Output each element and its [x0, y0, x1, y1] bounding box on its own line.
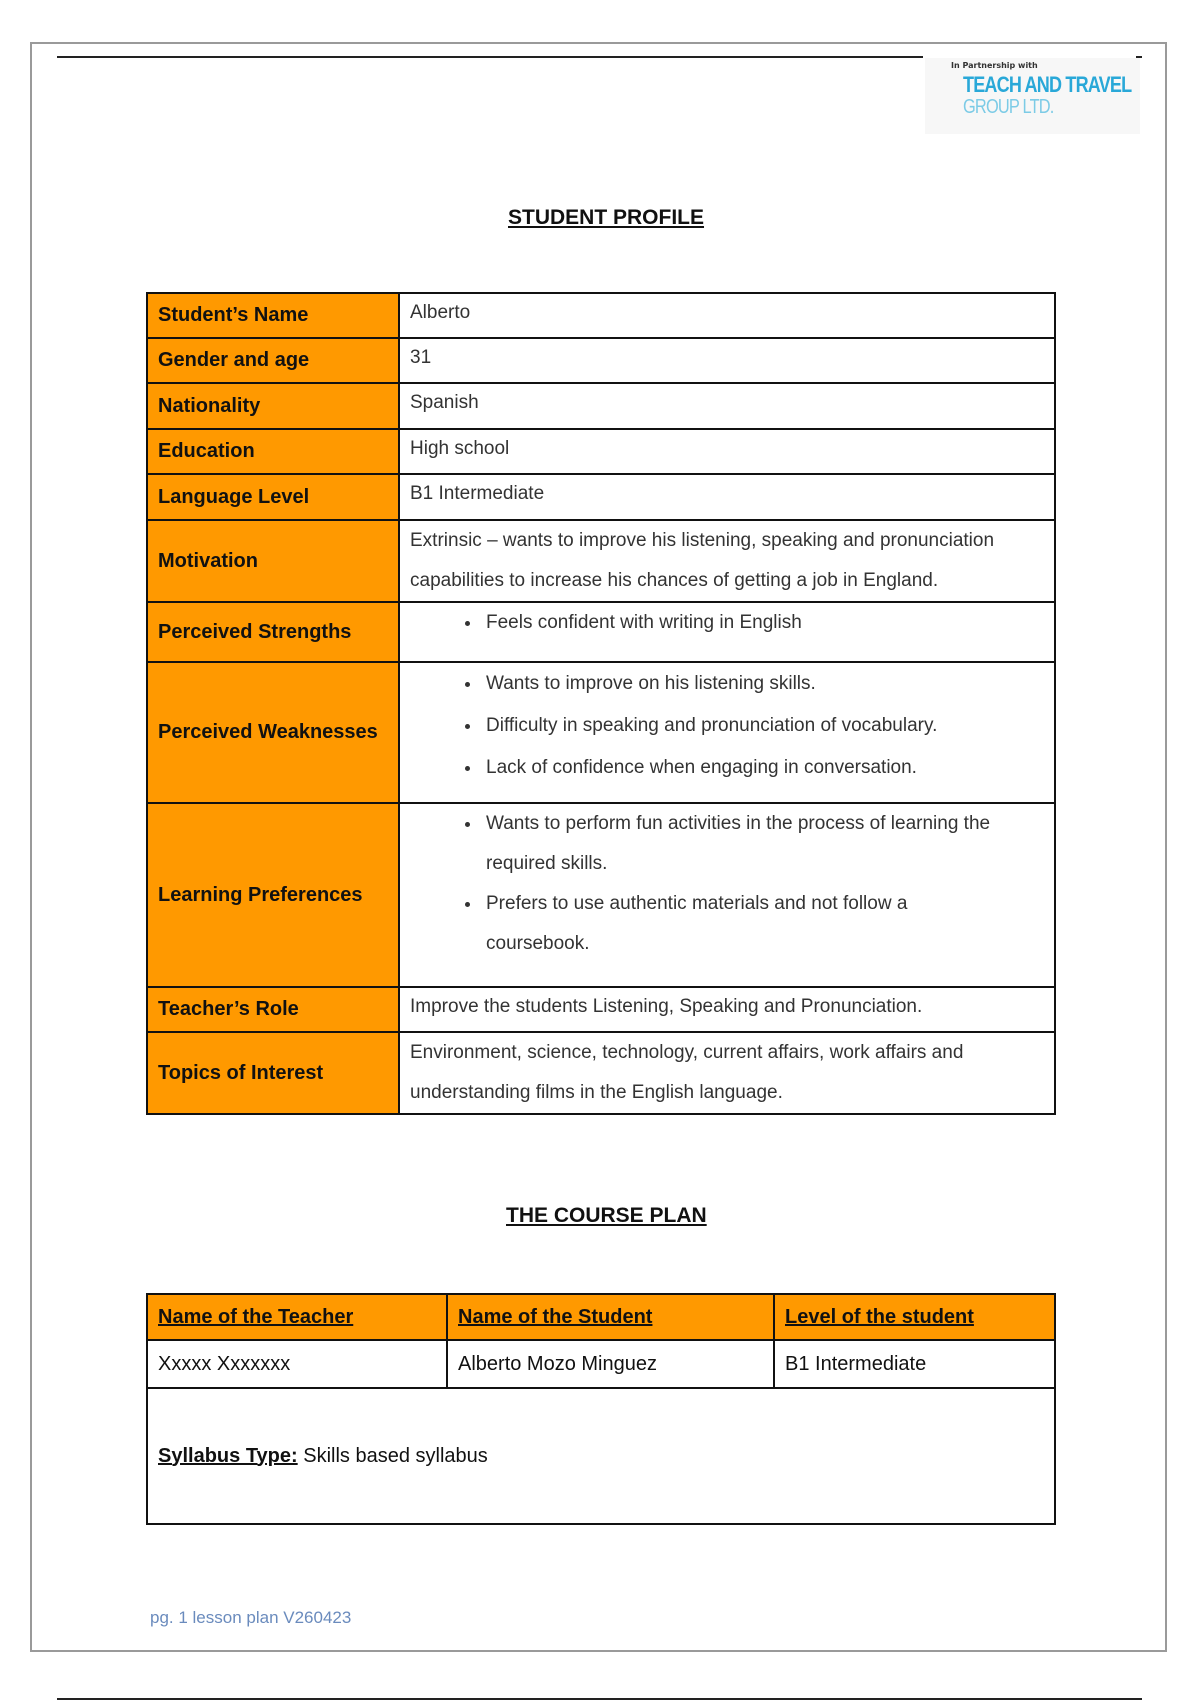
- student-profile-title: STUDENT PROFILE: [508, 206, 705, 229]
- row-label: Topics of Interest: [147, 1032, 399, 1114]
- table-row: [147, 1032, 1055, 1114]
- syllabus-value: Skills based syllabus: [297, 1444, 488, 1467]
- student-name-cell: Alberto Mozo Minguez: [447, 1340, 774, 1388]
- bullet-list: [410, 603, 1044, 643]
- table-row: [147, 429, 1055, 474]
- row-label: Language Level: [147, 474, 399, 520]
- table-row: [147, 474, 1055, 520]
- row-label: Motivation: [147, 520, 399, 602]
- course-plan-title: THE COURSE PLAN: [506, 1204, 707, 1227]
- page-footer: pg. 1 lesson plan V260423: [150, 1608, 352, 1627]
- table-row: [147, 293, 1055, 338]
- list-item: • Lack of confidence when engaging in conversation.: [482, 747, 1044, 789]
- table-row: [147, 662, 1055, 803]
- row-value: B1 Intermediate: [399, 474, 1055, 520]
- student-profile-table: [146, 292, 1056, 1115]
- row-label: Perceived Weaknesses: [147, 662, 399, 803]
- course-plan-table: [146, 1293, 1056, 1525]
- teach-and-travel-logo: [925, 58, 1140, 134]
- logo-line-2: GROUP LTD.: [963, 96, 1054, 118]
- row-value: 31: [399, 338, 1055, 383]
- row-label: Teacher’s Role: [147, 987, 399, 1032]
- header-rule: [57, 56, 923, 58]
- table-row: [147, 383, 1055, 429]
- column-header: Level of the student: [774, 1294, 1055, 1340]
- row-label: Learning Preferences: [147, 803, 399, 987]
- row-label: Nationality: [147, 383, 399, 429]
- table-row: [147, 987, 1055, 1032]
- column-header: Name of the Student: [447, 1294, 774, 1340]
- row-label: Gender and age: [147, 338, 399, 383]
- row-value: [399, 803, 1055, 987]
- bullet-list: [410, 804, 1028, 964]
- table-row: [147, 1388, 1055, 1524]
- table-row: [147, 1340, 1055, 1388]
- logo-line-1: TEACH AND TRAVEL: [963, 72, 1132, 97]
- row-label: Student’s Name: [147, 293, 399, 338]
- list-item: • Prefers to use authentic materials and not follow a coursebook.: [482, 884, 1028, 964]
- list-item: • Feels confident with writing in English: [482, 603, 1044, 643]
- table-row: [147, 803, 1055, 987]
- row-value: Extrinsic – wants to improve his listening, speaking and pronunciation capabilities to increase his chances of getting a job in England.: [399, 520, 1055, 602]
- row-value: [399, 602, 1055, 662]
- row-value: Environment, science, technology, current affairs, work affairs and understanding films in the English language.: [399, 1032, 1055, 1114]
- column-header: Name of the Teacher: [147, 1294, 447, 1340]
- row-value: High school: [399, 429, 1055, 474]
- logo-partnership-text: In Partnership with: [951, 61, 1038, 70]
- bullet-list: [410, 663, 1044, 789]
- teacher-name-cell: Xxxxx Xxxxxxx: [147, 1340, 447, 1388]
- row-value: Improve the students Listening, Speaking and Pronunciation.: [399, 987, 1055, 1032]
- row-value: Spanish: [399, 383, 1055, 429]
- list-item: • Difficulty in speaking and pronunciation of vocabulary.: [482, 705, 1044, 747]
- table-row: [147, 520, 1055, 602]
- table-row: [147, 338, 1055, 383]
- list-item: • Wants to perform fun activities in the process of learning the required skills.: [482, 804, 1028, 884]
- student-level-cell: B1 Intermediate: [774, 1340, 1055, 1388]
- row-value: Alberto: [399, 293, 1055, 338]
- row-label: Education: [147, 429, 399, 474]
- row-value: [399, 662, 1055, 803]
- list-item: • Wants to improve on his listening skills.: [482, 663, 1044, 705]
- table-row: [147, 602, 1055, 662]
- row-label: Perceived Strengths: [147, 602, 399, 662]
- syllabus-label: Syllabus Type:: [158, 1444, 298, 1467]
- syllabus-cell: [147, 1388, 1055, 1524]
- table-header-row: [147, 1294, 1055, 1340]
